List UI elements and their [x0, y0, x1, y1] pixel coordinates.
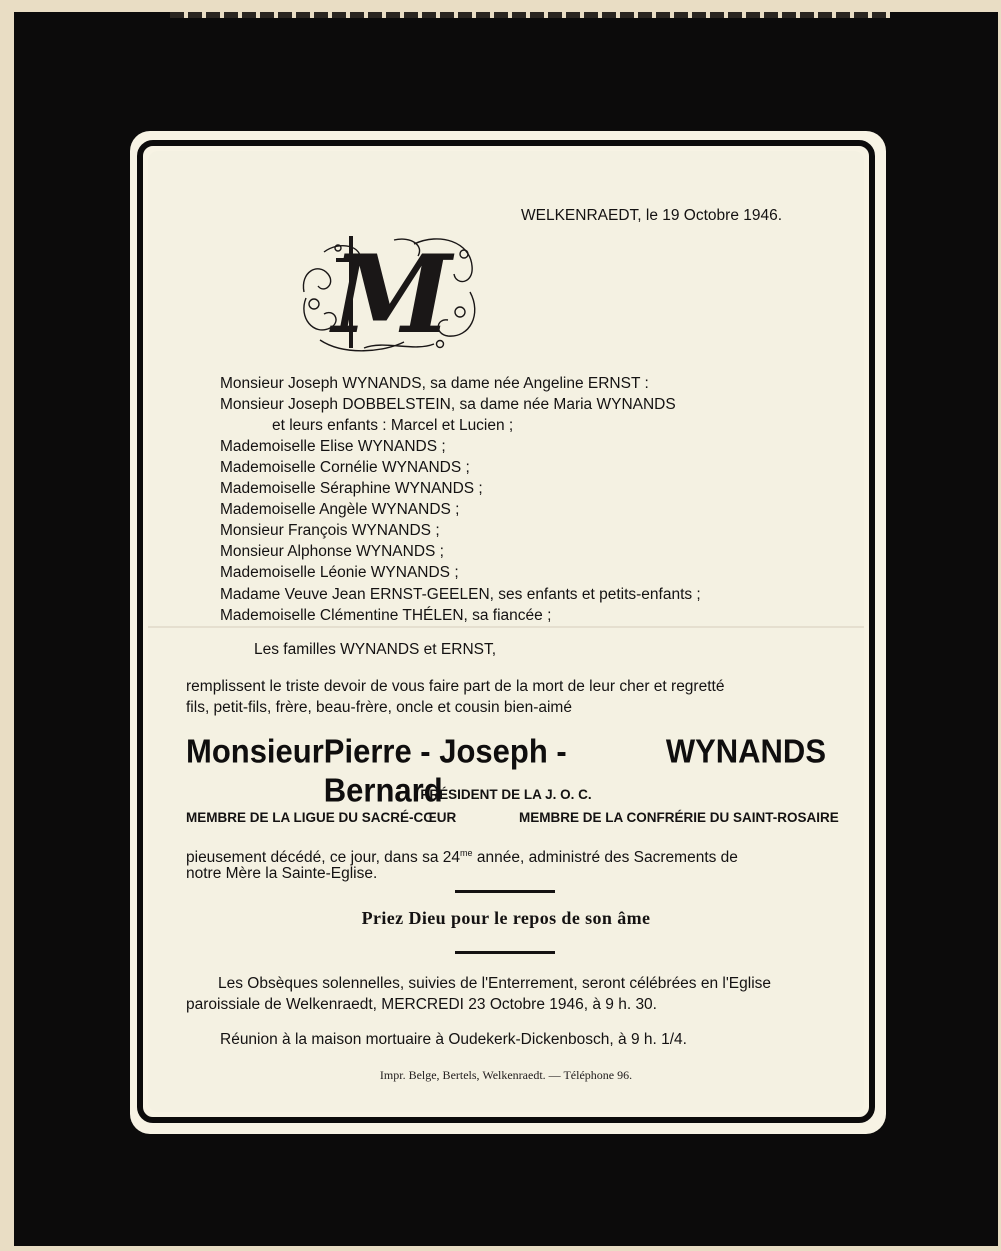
title-confrerie: MEMBRE DE LA CONFRÉRIE DU SAINT-ROSAIRE	[519, 810, 839, 825]
death-text-cont: année, administré des Sacrements de	[472, 849, 738, 867]
death-text: pieusement décédé, ce jour, dans sa 24	[186, 849, 461, 867]
family-line: Mademoiselle Elise WYNANDS ;	[220, 438, 446, 455]
family-line: Monsieur Joseph DOBBELSTEIN, sa dame née Maria WYNANDS	[220, 396, 676, 413]
families-line: Les familles WYNANDS et ERNST,	[254, 641, 497, 658]
death-ordinal: me	[460, 848, 473, 858]
family-line: Monsieur Alphonse WYNANDS ;	[220, 543, 444, 560]
death-line: notre Mère la Sainte-Eglise.	[186, 865, 378, 882]
announcement-line: fils, petit-fils, frère, beau-frère, oncle et cousin bien-aimé	[186, 699, 572, 716]
deceased-name-given: Pierre - Joseph - Bernard	[323, 732, 567, 810]
announcement-line: remplissent le triste devoir de vous faire part de la mort de leur cher et regretté	[186, 678, 725, 695]
card-paper	[148, 151, 864, 1112]
title-ligue: MEMBRE DE LA LIGUE DU SACRÉ-CŒUR	[186, 810, 457, 825]
family-line: Madame Veuve Jean ERNST-GEELEN, ses enfants et petits-enfants ;	[220, 586, 701, 603]
monogram-cross-ornament	[294, 232, 484, 356]
place-date: WELKENRAEDT, le 19 Octobre 1946.	[521, 207, 783, 224]
monogram-letter: M	[332, 232, 452, 356]
family-line: et leurs enfants : Marcel et Lucien ;	[272, 417, 514, 434]
prayer-line: Priez Dieu pour le repos de son âme	[361, 908, 651, 928]
deceased-name-title: Monsieur	[186, 732, 324, 771]
title-president: PRÉSIDENT DE LA J. O. C.	[420, 787, 592, 802]
funeral-line: Les Obsèques solennelles, suivies de l'Enterrement, seront célébrées en l'Eglise	[218, 975, 772, 992]
family-line: Mademoiselle Léonie WYNANDS ;	[220, 564, 459, 581]
printer-credit: Impr. Belge, Bertels, Welkenraedt. — Téléphone 96.	[379, 1068, 633, 1082]
family-line: Mademoiselle Séraphine WYNANDS ;	[220, 480, 483, 497]
paper-fold-line	[148, 626, 864, 628]
family-line: Mademoiselle Clémentine THÉLEN, sa fiancée ;	[220, 607, 552, 624]
family-line: Monsieur François WYNANDS ;	[220, 522, 440, 539]
funeral-line: paroissiale de Welkenraedt, MERCREDI 23 Octobre 1946, à 9 h. 30.	[186, 996, 657, 1013]
deceased-name-surname: WYNANDS	[665, 732, 826, 771]
family-line: Monsieur Joseph WYNANDS, sa dame née Angeline ERNST :	[220, 375, 649, 392]
divider-bottom	[455, 951, 555, 954]
family-line: Mademoiselle Angèle WYNANDS ;	[220, 501, 460, 518]
torn-top-edge	[170, 12, 890, 18]
divider-top	[455, 890, 555, 893]
gathering-line: Réunion à la maison mortuaire à Oudekerk-Dickenbosch, à 9 h. 1/4.	[220, 1031, 687, 1048]
family-line: Mademoiselle Cornélie WYNANDS ;	[220, 459, 470, 476]
